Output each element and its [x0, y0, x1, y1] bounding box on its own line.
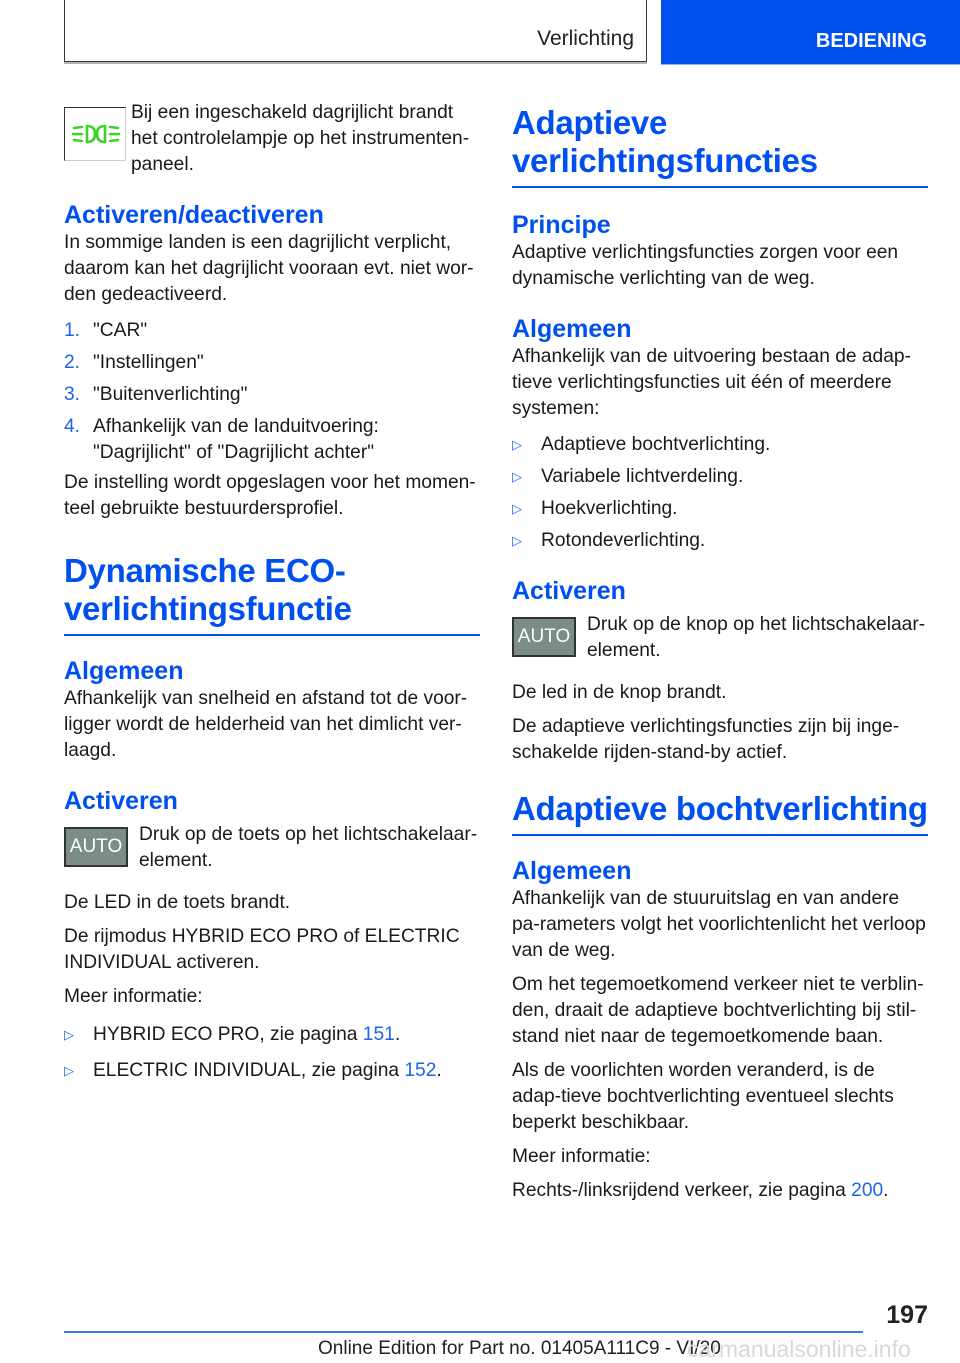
step-item: 3. "Buitenverlichting" — [64, 384, 248, 405]
right-column — [512, 104, 928, 1212]
section-title-curve-lighting: Adaptieve bochtverlichting — [512, 790, 928, 836]
bullet-triangle-icon: ▷ — [512, 437, 522, 452]
auto-button-icon: AUTO — [512, 617, 576, 657]
activate-note: De instelling wordt opgeslagen voor het momen-teel gebruikte bestuurdersprofiel. — [64, 472, 476, 519]
curve-paragraph-3: Als de voorlichten worden veranderd, is de adap-tieve bochtverlichting eventueel slechts beperkt beschikbaar. — [512, 1060, 894, 1133]
header-section-box — [64, 0, 647, 62]
heading-eco-general: Algemeen — [64, 657, 184, 685]
step-item: 1. "CAR" — [64, 320, 148, 341]
system-item: ▷ Adaptieve bochtverlichting. — [512, 432, 928, 458]
footer-divider — [64, 1331, 863, 1333]
auto-button-icon: AUTO — [64, 827, 128, 867]
bullet-triangle-icon: ▷ — [64, 1027, 74, 1042]
auto-button-block — [64, 822, 480, 878]
bullet-triangle-icon: ▷ — [512, 533, 522, 548]
step-item: 2. "Instellingen" — [64, 352, 204, 373]
heading-curve-general: Algemeen — [512, 857, 632, 885]
page-link[interactable]: 200 — [851, 1180, 884, 1201]
curve-paragraph-1: Afhankelijk van de stuuruitslag en van andere pa-rameters volgt het voorlichtenlicht het verloop van de weg. — [512, 888, 926, 961]
page-number: 197 — [886, 1301, 928, 1329]
systems-list — [512, 432, 928, 554]
activate-intro: In sommige landen is een dagrijlicht verplicht, daarom kan het dagrijlicht vooraan evt. niet wor-den gedeactiveerd. — [64, 232, 474, 305]
led-text: De led in de knop brandt. — [512, 682, 727, 703]
more-info-label: Meer informatie: — [512, 1146, 651, 1167]
section-title: Verlichting — [537, 27, 634, 50]
left-column — [64, 100, 480, 1090]
heading-eco-activate: Activeren — [64, 787, 178, 815]
eco-activate-text: Druk op de toets op het lichtschakelaar-element. — [139, 824, 478, 871]
reference-item: ▷ ELECTRIC INDIVIDUAL, zie pagina 152. — [64, 1058, 480, 1084]
reference-list — [64, 1022, 480, 1084]
section-title-adaptive: Adaptieve verlichtingsfuncties — [512, 104, 928, 188]
bullet-triangle-icon: ▷ — [512, 501, 522, 516]
heading-general: Algemeen — [512, 315, 632, 343]
section-title-eco: Dynamische ECO-verlichtingsfunctie — [64, 552, 480, 636]
bullet-triangle-icon: ▷ — [64, 1063, 74, 1078]
heading-activate: Activeren — [512, 577, 626, 605]
step-item: 4. Afhankelijk van de landuitvoering: "Dagrijlicht" of "Dagrijlicht achter" — [64, 416, 379, 463]
standby-text: De adaptieve verlichtingsfuncties zijn bij inge-schakelde rijden-stand-by actief. — [512, 716, 900, 763]
system-item: ▷ Rotondeverlichting. — [512, 528, 928, 554]
system-item: ▷ Variabele lichtverdeling. — [512, 464, 928, 490]
settings-steps — [64, 318, 480, 466]
system-item: ▷ Hoekverlichting. — [512, 496, 928, 522]
auto-button-block — [512, 612, 928, 668]
heading-activate-deactivate: Activeren/deactiveren — [64, 201, 324, 229]
general-text: Afhankelijk van de uitvoering bestaan de adap-tieve verlichtingsfuncties uit één of meerdere systemen: — [512, 346, 911, 419]
page-link[interactable]: 151 — [362, 1024, 395, 1045]
drl-indicator-block — [64, 100, 480, 178]
drl-text: Bij een ingeschakeld dagrijlicht brandt het controlelampje op het instrumenten-paneel. — [131, 102, 470, 175]
daytime-running-light-icon — [64, 107, 126, 161]
eco-led-text: De LED in de toets brandt. — [64, 892, 291, 913]
chapter-title: BEDIENING — [815, 30, 927, 52]
curve-paragraph-2: Om het tegemoetkomend verkeer niet te verblin-den, draait de adaptieve bochtverlichting bij stil-stand niet naar de tegemoetkomende baan. — [512, 974, 924, 1047]
activate-text: Druk op de knop op het lichtschakelaar-element. — [587, 614, 926, 661]
header-chapter-tab — [661, 0, 960, 64]
more-info-label: Meer informatie: — [64, 986, 203, 1007]
eco-general-text: Afhankelijk van snelheid en afstand tot de voor-ligger wordt de helderheid van het dimlicht ver-laagd. — [64, 688, 468, 761]
heading-principle: Principe — [512, 211, 611, 239]
edition-text: Online Edition for Part no. 01405A111C9 - VI/20 — [318, 1338, 721, 1359]
page-link[interactable]: 152 — [404, 1060, 437, 1081]
reference-line: Rechts-/linksrijdend verkeer, zie pagina 200. — [512, 1180, 889, 1201]
watermark: carmanualsonline.info — [687, 1336, 911, 1362]
principle-text: Adaptive verlichtingsfuncties zorgen voor een dynamische verlichting van de weg. — [512, 242, 899, 289]
reference-item: ▷ HYBRID ECO PRO, zie pagina 151. — [64, 1022, 480, 1048]
bullet-triangle-icon: ▷ — [512, 469, 522, 484]
eco-mode-text: De rijmodus HYBRID ECO PRO of ELECTRIC INDIVIDUAL activeren. — [64, 926, 460, 973]
